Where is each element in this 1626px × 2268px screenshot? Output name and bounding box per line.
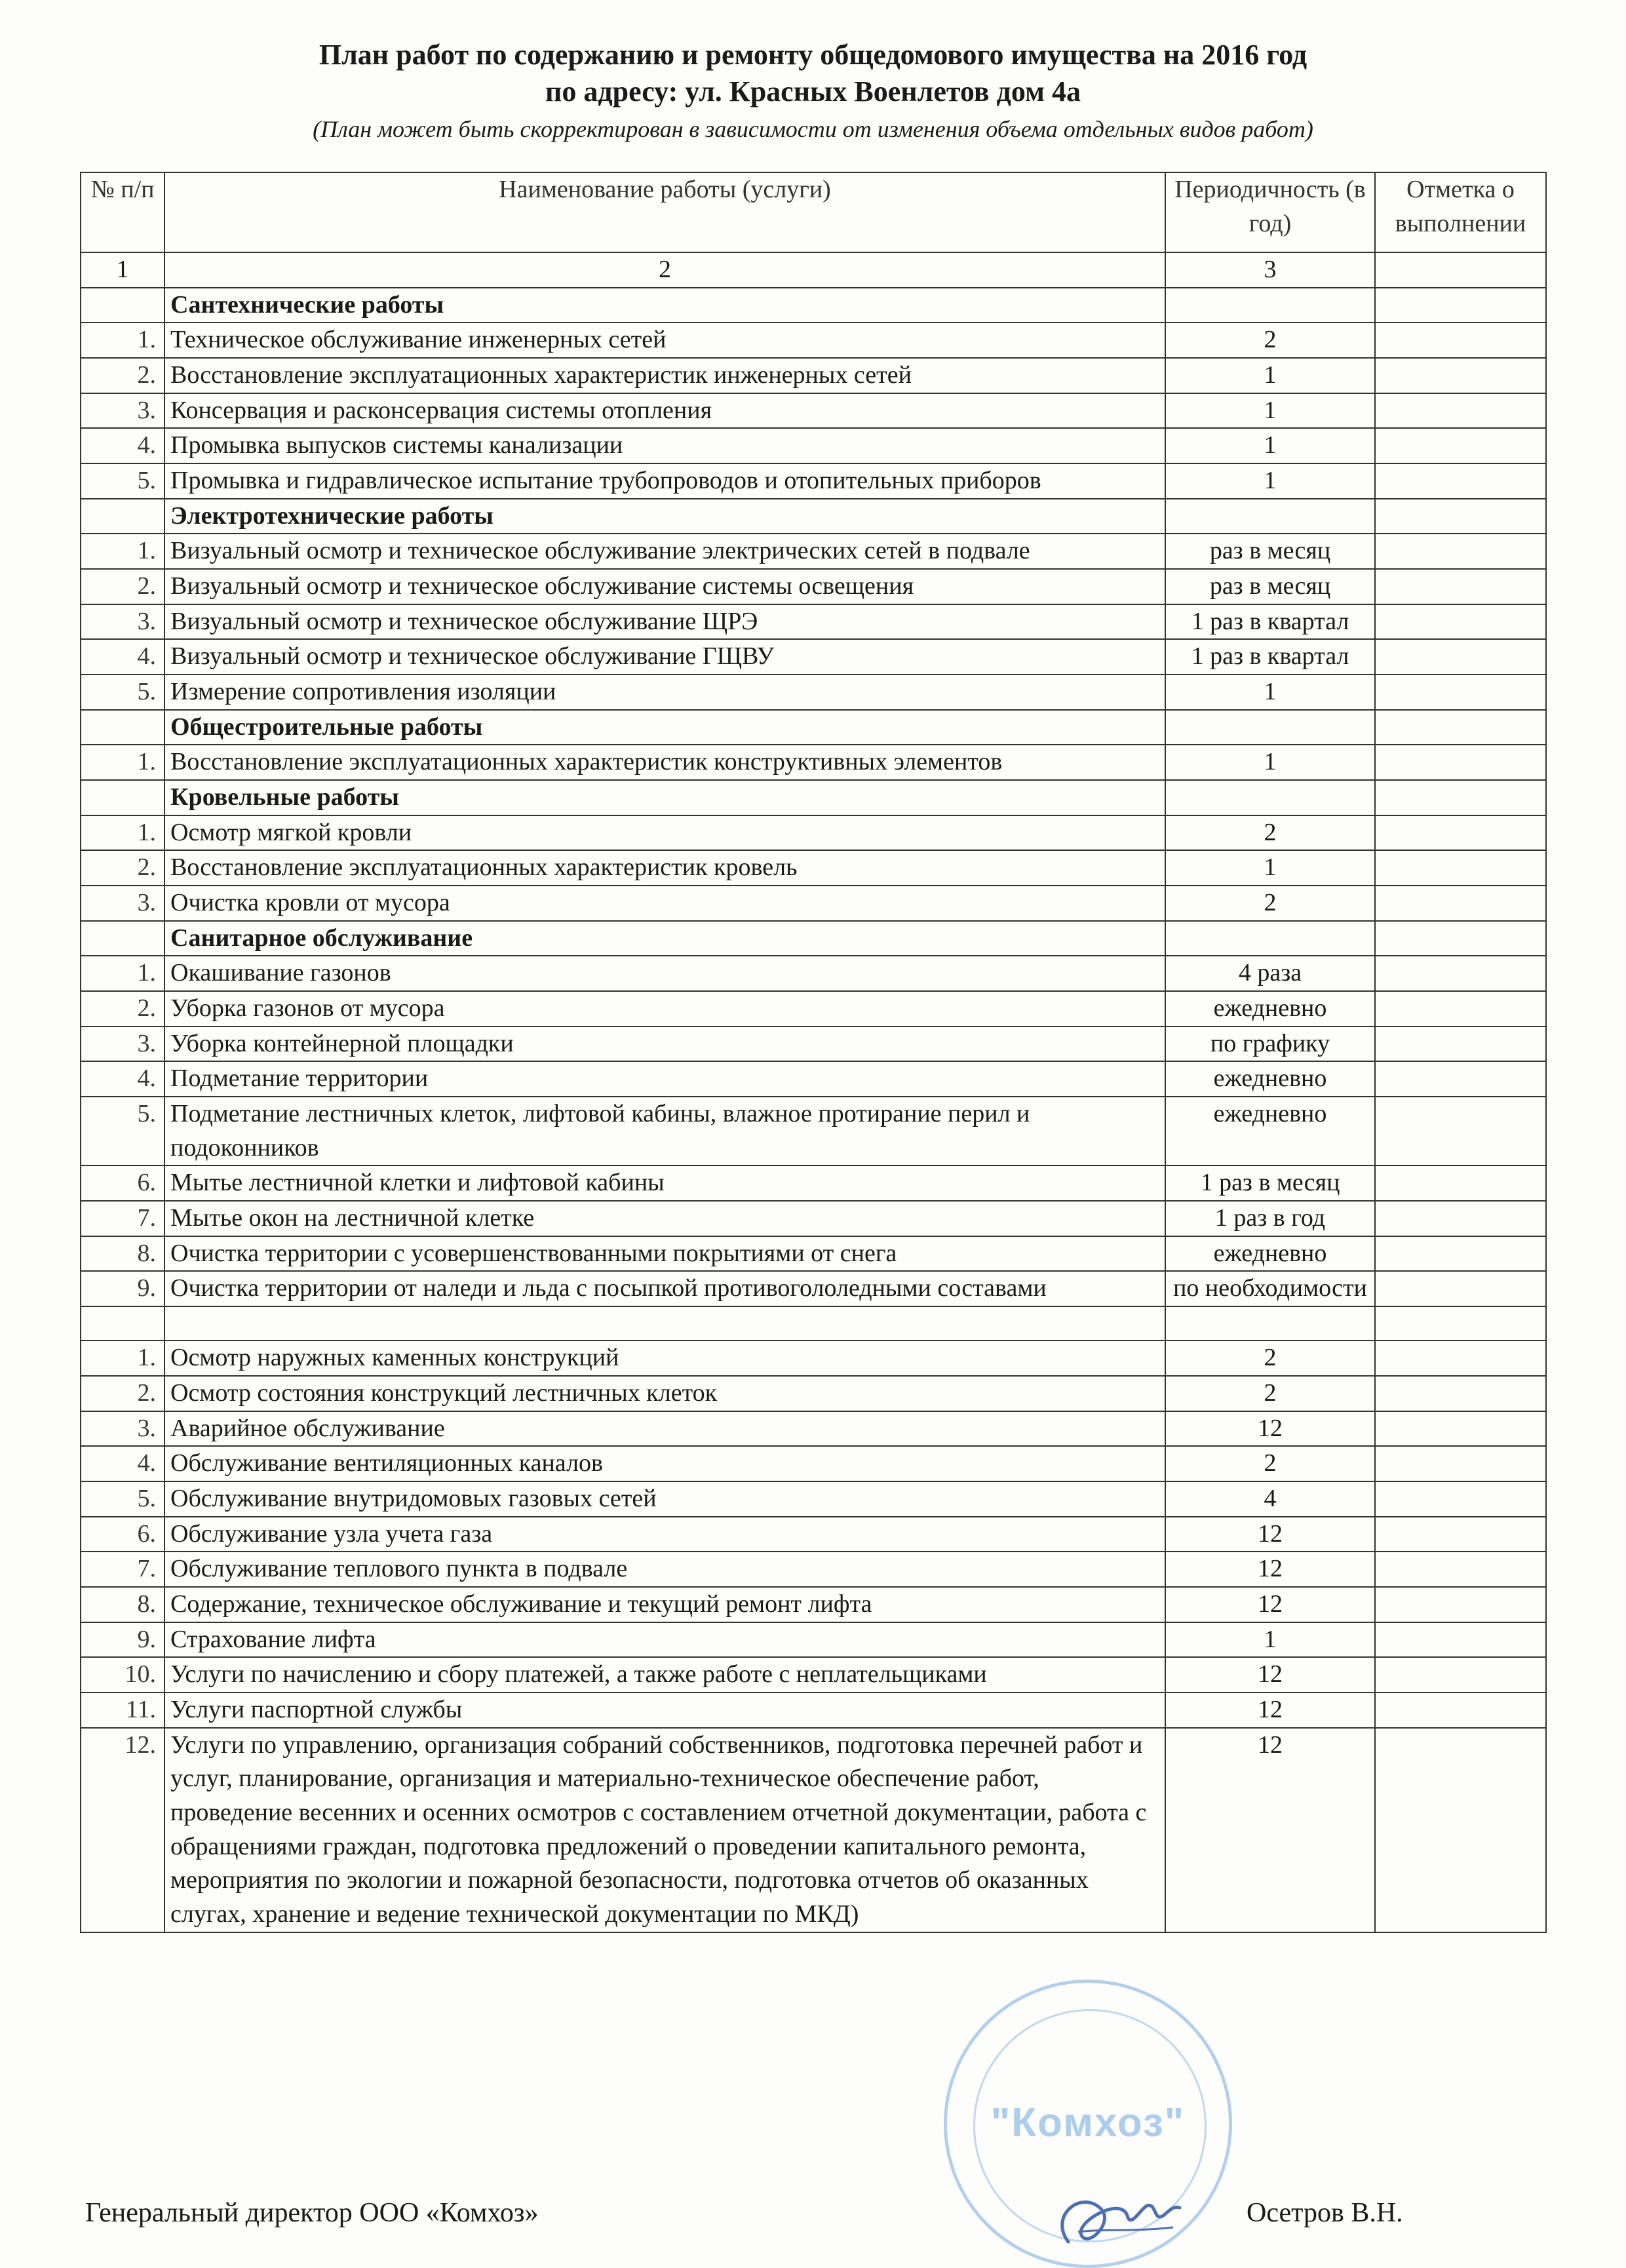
completion-mark [1375, 1340, 1546, 1376]
row-number: 5. [81, 463, 165, 499]
work-frequency: 12 [1165, 1552, 1375, 1587]
row-number: 1. [81, 534, 165, 569]
completion-mark [1375, 1622, 1546, 1658]
work-name: Уборка газонов от мусора [165, 991, 1165, 1026]
table-row [81, 428, 1546, 463]
director-name: Осетров В.Н. [1247, 2198, 1403, 2228]
work-name: Восстановление эксплуатационных характеристик конструктивных элементов [165, 745, 1165, 780]
table-row [81, 675, 1546, 710]
table-row [81, 358, 1546, 393]
work-frequency: по графику [1165, 1026, 1375, 1062]
row-number: 12. [81, 1728, 165, 1932]
blank-cell [1375, 1306, 1546, 1340]
work-frequency: раз в месяц [1165, 569, 1375, 604]
work-name: Мытье лестничной клетки и лифтовой кабины [165, 1165, 1165, 1201]
work-name: Промывка выпусков системы канализации [165, 428, 1165, 463]
work-name: Измерение сопротивления изоляции [165, 675, 1165, 710]
row-number: 6. [81, 1517, 165, 1552]
completion-mark [1375, 358, 1546, 393]
completion-mark [1375, 886, 1546, 921]
blank-cell [1165, 1306, 1375, 1340]
work-name: Промывка и гидравлическое испытание трубопроводов и отопительных приборов [165, 463, 1165, 499]
row-number: 3. [81, 886, 165, 921]
work-name: Обслуживание теплового пункта в подвале [165, 1552, 1165, 1587]
completion-mark [1375, 1097, 1546, 1165]
table-row [81, 886, 1546, 921]
row-number: 4. [81, 428, 165, 463]
work-frequency: 12 [1165, 1411, 1375, 1447]
section-completion-cell [1375, 288, 1546, 323]
table-row [81, 569, 1546, 604]
row-number: 11. [81, 1692, 165, 1728]
completion-mark [1375, 850, 1546, 886]
document-address: по адресу: ул. Красных Военлетов дом 4а [545, 75, 1081, 108]
work-name: Услуги по начислению и сбору платежей, а также работе с неплательщиками [165, 1657, 1165, 1692]
work-name: Страхование лифта [165, 1622, 1165, 1658]
table-row [81, 1728, 1546, 1932]
section-row [81, 780, 1546, 815]
completion-mark [1375, 815, 1546, 851]
work-name: Осмотр наружных каменных конструкций [165, 1340, 1165, 1376]
work-name: Окашивание газонов [165, 956, 1165, 991]
work-frequency: 12 [1165, 1517, 1375, 1552]
table-row [81, 1446, 1546, 1481]
row-number: 1. [81, 815, 165, 851]
table-row [81, 815, 1546, 851]
row-number: 9. [81, 1271, 165, 1306]
section-frequency-cell [1165, 288, 1375, 323]
completion-mark [1375, 1165, 1546, 1201]
work-frequency: 1 [1165, 745, 1375, 780]
column-number-2: 2 [165, 252, 1165, 288]
table-row [81, 1340, 1546, 1376]
table-row [81, 323, 1546, 358]
work-frequency: 1 [1165, 850, 1375, 886]
work-frequency: 1 [1165, 393, 1375, 429]
work-frequency: 1 раз в месяц [1165, 1165, 1375, 1201]
work-frequency: 12 [1165, 1587, 1375, 1622]
section-number-cell [81, 921, 165, 956]
completion-mark [1375, 675, 1546, 710]
document-title: План работ по содержанию и ремонту общедомового имущества на 2016 год [319, 39, 1307, 71]
section-title: Кровельные работы [165, 780, 1165, 815]
work-name: Услуги по управлению, организация собраний собственников, подготовка перечней работ и услуг, планирование, организация и материально-техническое обеспечение работ, проведение весенних и осенних осмотров с составлением отчетной документации, работа с обращениями граждан, подготовка предложений о проведении капитального ремонта, мероприятия по экологии и пожарной безопасности, подготовка отчетов об оказанных слугах, хранение и ведение технической документации по МКД) [165, 1728, 1165, 1932]
section-title: Электротехнические работы [165, 499, 1165, 534]
completion-mark [1375, 323, 1546, 358]
table-row [81, 463, 1546, 499]
completion-mark [1375, 745, 1546, 780]
completion-mark [1375, 463, 1546, 499]
work-frequency: 2 [1165, 815, 1375, 851]
section-row [81, 710, 1546, 745]
work-frequency: 4 [1165, 1481, 1375, 1517]
work-frequency: 1 [1165, 358, 1375, 393]
completion-mark [1375, 1236, 1546, 1272]
work-frequency: 2 [1165, 323, 1375, 358]
table-row [81, 393, 1546, 429]
table-row [81, 1481, 1546, 1517]
table-row [81, 1061, 1546, 1097]
work-frequency: 1 [1165, 1622, 1375, 1658]
work-name: Техническое обслуживание инженерных сетей [165, 323, 1165, 358]
work-name: Обслуживание вентиляционных каналов [165, 1446, 1165, 1481]
completion-mark [1375, 1376, 1546, 1411]
work-frequency: 12 [1165, 1657, 1375, 1692]
row-number: 8. [81, 1236, 165, 1272]
work-name: Консервация и расконсервация системы отопления [165, 393, 1165, 429]
work-frequency: по необходимости [1165, 1271, 1375, 1306]
row-number: 3. [81, 604, 165, 640]
section-row [81, 921, 1546, 956]
section-number-cell [81, 780, 165, 815]
work-name: Восстановление эксплуатационных характеристик кровель [165, 850, 1165, 886]
table-row [81, 639, 1546, 675]
director-position: Генеральный директор ООО «Комхоз» [85, 2198, 539, 2228]
row-number: 1. [81, 1340, 165, 1376]
row-number: 2. [81, 358, 165, 393]
table-row [81, 1026, 1546, 1062]
section-row [81, 499, 1546, 534]
section-number-cell [81, 710, 165, 745]
completion-mark [1375, 1587, 1546, 1622]
work-frequency: 2 [1165, 1446, 1375, 1481]
work-name: Осмотр состояния конструкций лестничных клеток [165, 1376, 1165, 1411]
completion-mark [1375, 393, 1546, 429]
completion-mark [1375, 1692, 1546, 1728]
section-number-cell [81, 499, 165, 534]
section-frequency-cell [1165, 780, 1375, 815]
section-frequency-cell [1165, 499, 1375, 534]
section-title: Санитарное обслуживание [165, 921, 1165, 956]
row-number: 4. [81, 1061, 165, 1097]
row-number: 4. [81, 639, 165, 675]
section-completion-cell [1375, 710, 1546, 745]
column-number-3: 3 [1165, 252, 1375, 288]
row-number: 3. [81, 1411, 165, 1447]
work-name: Осмотр мягкой кровли [165, 815, 1165, 851]
completion-mark [1375, 1411, 1546, 1447]
work-frequency: 2 [1165, 1376, 1375, 1411]
row-number: 1. [81, 745, 165, 780]
row-number: 6. [81, 1165, 165, 1201]
table-row [81, 1692, 1546, 1728]
row-number: 2. [81, 850, 165, 886]
section-title: Сантехнические работы [165, 288, 1165, 323]
column-number-1: 1 [81, 252, 165, 288]
section-row [81, 288, 1546, 323]
completion-mark [1375, 428, 1546, 463]
work-frequency: 12 [1165, 1692, 1375, 1728]
section-title: Общестроительные работы [165, 710, 1165, 745]
work-name: Обслуживание внутридомовых газовых сетей [165, 1481, 1165, 1517]
completion-mark [1375, 1271, 1546, 1306]
document-note: (План может быть скорректирован в зависимости от изменения объема отдельных видов работ) [313, 116, 1313, 142]
table-row [81, 534, 1546, 569]
blank-row [81, 1306, 1546, 1340]
work-name: Обслуживание узла учета газа [165, 1517, 1165, 1552]
section-frequency-cell [1165, 710, 1375, 745]
work-name: Визуальный осмотр и техническое обслуживание ЩРЭ [165, 604, 1165, 640]
work-name: Очистка территории с усовершенствованными покрытиями от снега [165, 1236, 1165, 1272]
blank-cell [165, 1306, 1165, 1340]
column-number-row [81, 252, 1546, 288]
work-name: Восстановление эксплуатационных характеристик инженерных сетей [165, 358, 1165, 393]
header-cell-number: № п/п [81, 172, 165, 252]
work-frequency: раз в месяц [1165, 534, 1375, 569]
section-completion-cell [1375, 921, 1546, 956]
column-number-4 [1375, 252, 1546, 288]
completion-mark [1375, 1026, 1546, 1062]
work-plan-table [80, 172, 1547, 1933]
row-number: 2. [81, 991, 165, 1026]
work-name: Содержание, техническое обслуживание и текущий ремонт лифта [165, 1587, 1165, 1622]
section-completion-cell [1375, 780, 1546, 815]
row-number: 3. [81, 1026, 165, 1062]
work-name: Подметание лестничных клеток, лифтовой кабины, влажное протирание перил и подоконников [165, 1097, 1165, 1165]
header-cell-completion: Отметка о выполнении [1375, 172, 1546, 252]
table-row [81, 745, 1546, 780]
completion-mark [1375, 991, 1546, 1026]
row-number: 5. [81, 1097, 165, 1165]
completion-mark [1375, 956, 1546, 991]
row-number: 7. [81, 1552, 165, 1587]
stamp-text: "Комхоз" [990, 2100, 1186, 2145]
work-name: Аварийное обслуживание [165, 1411, 1165, 1447]
completion-mark [1375, 639, 1546, 675]
row-number: 2. [81, 569, 165, 604]
work-frequency: ежедневно [1165, 1061, 1375, 1097]
table-row [81, 1201, 1546, 1236]
work-frequency: 4 раза [1165, 956, 1375, 991]
row-number: 5. [81, 1481, 165, 1517]
signature-image [1042, 2170, 1186, 2268]
work-frequency: 1 [1165, 428, 1375, 463]
row-number: 2. [81, 1376, 165, 1411]
table-row [81, 1165, 1546, 1201]
row-number: 1. [81, 323, 165, 358]
work-name: Визуальный осмотр и техническое обслуживание системы освещения [165, 569, 1165, 604]
row-number: 1. [81, 956, 165, 991]
completion-mark [1375, 1481, 1546, 1517]
section-number-cell [81, 288, 165, 323]
row-number: 8. [81, 1587, 165, 1622]
completion-mark [1375, 1201, 1546, 1236]
table-row [81, 1271, 1546, 1306]
table-row [81, 1236, 1546, 1272]
work-frequency: 1 [1165, 463, 1375, 499]
work-name: Очистка территории от наледи и льда с посыпкой противогололедными составами [165, 1271, 1165, 1306]
header-cell-name: Наименование работы (услуги) [165, 172, 1165, 252]
table-header-row [81, 172, 1546, 252]
blank-cell [81, 1306, 165, 1340]
work-name: Уборка контейнерной площадки [165, 1026, 1165, 1062]
completion-mark [1375, 569, 1546, 604]
work-frequency: ежедневно [1165, 1236, 1375, 1272]
completion-mark [1375, 1517, 1546, 1552]
completion-mark [1375, 604, 1546, 640]
table-row [81, 1517, 1546, 1552]
table-row [81, 1587, 1546, 1622]
work-frequency: 2 [1165, 1340, 1375, 1376]
section-completion-cell [1375, 499, 1546, 534]
work-name: Очистка кровли от мусора [165, 886, 1165, 921]
table-row [81, 991, 1546, 1026]
work-frequency: 2 [1165, 886, 1375, 921]
completion-mark [1375, 1552, 1546, 1587]
work-frequency: 1 [1165, 675, 1375, 710]
work-name: Подметание территории [165, 1061, 1165, 1097]
row-number: 4. [81, 1446, 165, 1481]
table-row [81, 1411, 1546, 1447]
completion-mark [1375, 1061, 1546, 1097]
work-frequency: ежедневно [1165, 991, 1375, 1026]
work-name: Мытье окон на лестничной клетке [165, 1201, 1165, 1236]
table-row [81, 850, 1546, 886]
header-cell-frequency: Периодичность (в год) [1165, 172, 1375, 252]
work-name: Визуальный осмотр и техническое обслуживание ГЩВУ [165, 639, 1165, 675]
completion-mark [1375, 1446, 1546, 1481]
work-name: Услуги паспортной службы [165, 1692, 1165, 1728]
table-row [81, 1657, 1546, 1692]
completion-mark [1375, 1728, 1546, 1932]
work-frequency: 1 раз в квартал [1165, 604, 1375, 640]
table-row [81, 1376, 1546, 1411]
completion-mark [1375, 534, 1546, 569]
row-number: 9. [81, 1622, 165, 1658]
row-number: 10. [81, 1657, 165, 1692]
row-number: 7. [81, 1201, 165, 1236]
work-frequency: ежедневно [1165, 1097, 1375, 1165]
table-row [81, 1622, 1546, 1658]
table-row [81, 604, 1546, 640]
work-frequency: 12 [1165, 1728, 1375, 1932]
table-row [81, 956, 1546, 991]
work-frequency: 1 раз в квартал [1165, 639, 1375, 675]
section-frequency-cell [1165, 921, 1375, 956]
row-number: 5. [81, 675, 165, 710]
table-row [81, 1097, 1546, 1165]
completion-mark [1375, 1657, 1546, 1692]
work-frequency: 1 раз в год [1165, 1201, 1375, 1236]
row-number: 3. [81, 393, 165, 429]
table-row [81, 1552, 1546, 1587]
work-name: Визуальный осмотр и техническое обслуживание электрических сетей в подвале [165, 534, 1165, 569]
